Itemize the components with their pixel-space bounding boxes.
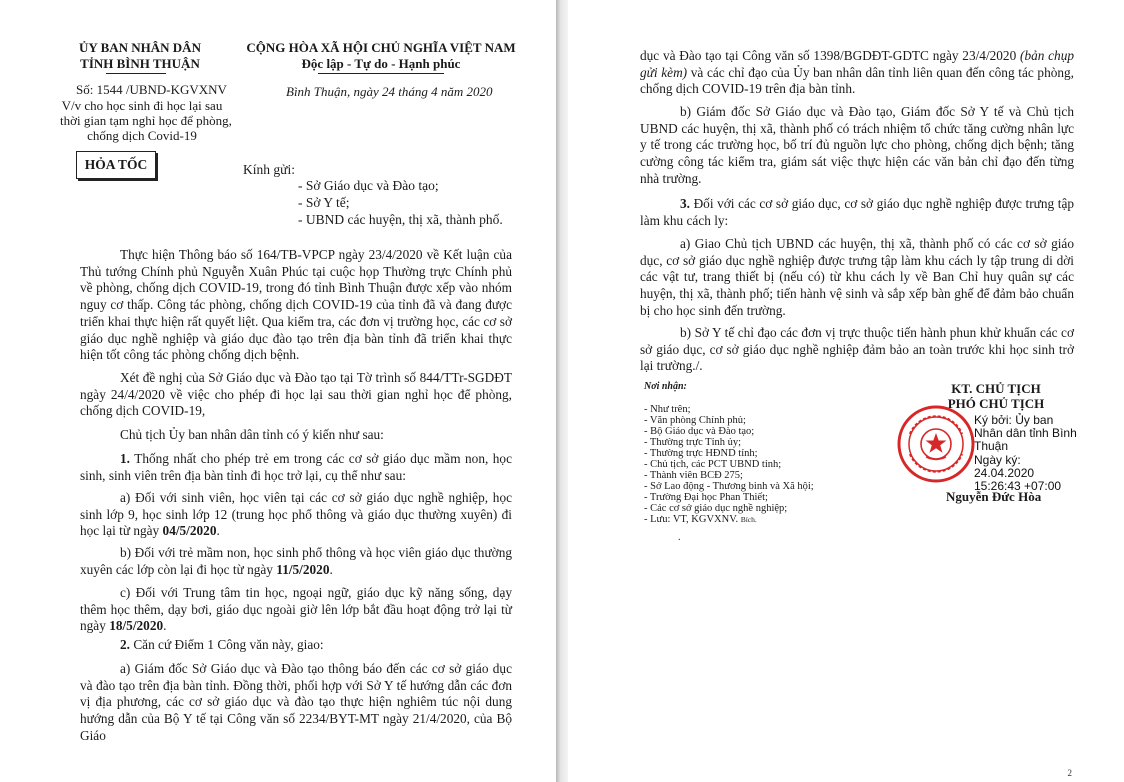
subject-line3: chống dịch Covid-19: [87, 128, 197, 143]
subject-line2: thời gian tạm nghỉ học để phòng,: [60, 113, 232, 128]
issuer-name-line1: ỦY BAN NHÂN DÂN: [79, 40, 201, 55]
section-2b: b) Giám đốc Sở Giáo dục và Đào tạo, Giám đốc Sở Y tế và Chủ tịch UBND các huyện, thị xã, thành phố có trách nhiệm tổ chức tăng cường nhân lực y tế trong các trường học, bố trí đủ nguồn lực cho phòng, chống dịch bệnh; tăng cường công tác kiểm tra, giám sát việc thực hiện các văn bản chỉ đạo đến từng nhà trường.: [640, 104, 1074, 186]
section-1c-date: 18/5/2020: [109, 618, 164, 634]
issuer-underline: [106, 73, 166, 74]
section-1b-text: b) Đối với trẻ mầm non, học sinh phổ thông và học viên giáo dục thường xuyên các lớp còn lại đi học từ ngày: [80, 545, 512, 577]
cc-item: - Chủ tịch, các PCT UBND tỉnh;: [644, 459, 782, 470]
cc-item: - Trường Đại học Phan Thiết;: [644, 492, 768, 503]
section-2a-cont-text: dục và Đào tạo tại Công văn số 1398/BGDĐT-GDTC ngày 23/4/2020: [640, 48, 1021, 63]
cc-item: - Thành viên BCĐ 275;: [644, 470, 743, 481]
section-3: [640, 196, 1074, 229]
section-3-number: 3.: [680, 196, 690, 211]
recipients-heading: Nơi nhận:: [644, 381, 687, 392]
signer-role: KT. CHỦ TỊCH: [951, 381, 1041, 396]
motto-underline: [318, 73, 444, 74]
cc-item: - Thường trực Tỉnh ủy;: [644, 437, 742, 448]
cc-item: - Văn phòng Chính phủ;: [644, 415, 746, 426]
cc-item: - Thường trực HĐND tỉnh;: [644, 448, 758, 459]
page-gutter: [556, 0, 568, 782]
cc-item: - Như trên;: [644, 404, 691, 415]
seal-lettering-top: [910, 416, 962, 434]
recipient-2: - Sở Y tế;: [298, 195, 350, 210]
page-number: 2: [1067, 768, 1072, 778]
signed-by-line3: Thuận: [974, 439, 1009, 454]
paragraph-opinion: Chủ tịch Ủy ban nhân dân tỉnh có ý kiến như sau:: [120, 427, 384, 442]
section-3-body: Đối với các cơ sở giáo dục, cơ sở giáo dục nghề nghiệp được trưng tập làm khu cách ly:: [640, 196, 1074, 228]
national-title: CỘNG HÒA XÃ HỘI CHỦ NGHĨA VIỆT NAM: [246, 40, 516, 55]
section-1b-date: 11/5/2020: [276, 561, 330, 577]
section-2a-cont-italic: (bản chụp gửi kèm): [640, 48, 1075, 80]
document-number: Số: 1544 /UBND-KGVXNV: [76, 82, 227, 97]
section-2a: a) Giám đốc Sở Giáo dục và Đào tạo thông báo đến các cơ sở giáo dục và đào tạo trên địa bàn tỉnh. Đồng thời, phối hợp với Sở Y tế hướng dẫn các đơn vị địa phương, các cơ sở giáo dục và đào tạo thực hiện nghiêm túc nội dung hướng dẫn của Bộ Y tế tại Công văn số 2234/BYT-MT ngày 21/4/2020, của Bộ Giáo: [80, 661, 512, 743]
cc-item: - Lưu: VT, KGVXNV. Bích.: [644, 514, 757, 525]
seal-star-icon: [926, 433, 947, 453]
section-2-body: Căn cứ Điểm 1 Công văn này, giao:: [133, 637, 324, 652]
section-1c-text: c) Đối với Trung tâm tin học, ngoại ngữ, giáo dục kỹ năng sống, dạy thêm học thêm, dạy bơi, giáo dục ngoài giờ lên lớp bắt đầu hoạt động trở lại từ ngày: [80, 585, 512, 634]
seal-lettering-bottom: [910, 454, 962, 472]
signed-date: 24.04.2020: [974, 465, 1035, 480]
signed-date-label: Ngày ký:: [974, 452, 1021, 467]
section-1-text: [80, 451, 512, 484]
section-2a-cont-tail: và các chỉ đạo của Ủy ban nhân dân tỉnh liên quan đến công tác phòng, chống dịch COVID-19 trên địa bàn tỉnh.: [640, 64, 1074, 97]
signed-time: 15:26:43 +07:00: [974, 479, 1062, 494]
paragraph-intro: Thực hiện Thông báo số 164/TB-VPCP ngày 23/4/2020 về Kết luận của Thủ tướng Chính phủ Nguyễn Xuân Phúc tại cuộc họp Thường trực Chính phủ về phòng, chống dịch COVID-19, trong đó tỉnh Bình Thuận được xếp vào nhóm nguy cơ thấp. Công tác phòng, chống dịch COVID-19 của tỉnh đã và đang được triển khai thực hiện rất quyết liệt. Qua kiểm tra, các đơn vị trường học, các cơ sở giáo dục nghề nghiệp và giáo dục đào tạo trên địa bàn tỉnh đã triển khai thực hiện tốt công tác phòng chống dịch bệnh.: [80, 247, 512, 363]
cc-item: - Bộ Giáo dục và Đào tạo;: [644, 426, 755, 437]
section-1a-text: a) Đối với sinh viên, học viên tại các cơ sở giáo dục nghề nghiệp, học sinh lớp 9, học sinh lớp 12 (trung học phổ thông và giáo dục thường xuyên) đi học lại từ ngày: [80, 490, 512, 539]
signer-title: PHÓ CHỦ TỊCH: [947, 396, 1045, 411]
cc-item: - Sở Lao động - Thương binh và Xã hội;: [644, 481, 814, 492]
national-motto: Độc lập - Tự do - Hạnh phúc: [301, 56, 461, 71]
page-2: [568, 0, 1124, 782]
section-1a-date: 04/5/2020: [162, 523, 217, 539]
urgent-stamp: HỎA TỐC: [76, 151, 156, 179]
signer-name: Nguyễn Đức Hòa: [946, 489, 1042, 504]
section-1b: b) Đối với trẻ mầm non, học sinh phổ thông và học viên giáo dục thường xuyên các lớp còn lại đi học từ ngày 11/5/2020.: [80, 545, 512, 577]
stray-dot: .: [678, 532, 681, 543]
section-3a: a) Giao Chủ tịch UBND các huyện, thị xã, thành phố có các cơ sở giáo dục, cơ sở giáo dục nghề nghiệp được trưng tập làm khu cách ly tập trung di dời các vật tư, trang thiết bị (nếu có) từ khu cách ly về Ban Chỉ huy quân sự các huyện, thị xã, thành phố; tiến hành vệ sinh và sắp xếp bàn ghế để đảm bảo chuẩn bị cho học sinh đến trường.: [640, 236, 1074, 318]
digital-signature-info: [974, 414, 1077, 493]
salutation: Kính gửi:: [243, 162, 295, 177]
cc-item: - Các cơ sở giáo dục nghề nghiệp;: [644, 503, 788, 514]
recipient-3: - UBND các huyện, thị xã, thành phố.: [298, 212, 503, 227]
subject-line1: V/v cho học sinh đi học lại sau: [61, 98, 223, 113]
section-1-body: Thống nhất cho phép trẻ em trong các cơ sở giáo dục mầm non, học sinh, sinh viên trên địa bàn tỉnh đi học trở lại, cụ thể như sau:: [80, 451, 512, 483]
document-date: Bình Thuận, ngày 24 tháng 4 năm 2020: [286, 84, 493, 99]
recipient-1: - Sở Giáo dục và Đào tạo;: [298, 178, 439, 193]
section-2: [80, 637, 512, 654]
official-seal-stamp: [896, 404, 976, 484]
section-1-number: 1.: [120, 451, 130, 466]
cc-initials: Bích.: [740, 515, 757, 524]
section-2-number: 2.: [120, 637, 130, 652]
signed-by-line2: Nhân dân tỉnh Bình: [974, 426, 1077, 441]
section-2a-continued: [640, 48, 1074, 98]
signed-by-line1: Ký bởi: Ủy ban: [974, 413, 1054, 427]
issuer-name-line2: TỈNH BÌNH THUẬN: [80, 56, 200, 71]
section-1c: c) Đối với Trung tâm tin học, ngoại ngữ, giáo dục kỹ năng sống, dạy thêm học thêm, dạy bơi, giáo dục ngoài giờ lên lớp bắt đầu hoạt động trở lại từ ngày 18/5/2020.: [80, 585, 512, 634]
page-1: [0, 0, 556, 782]
paragraph-proposal: Xét đề nghị của Sở Giáo dục và Đào tạo tại Tờ trình số 844/TTr-SGDĐT ngày 24/4/2020 về việc cho phép đi học lại sau thời gian nghỉ học để phòng, chống dịch COVID-19,: [80, 370, 512, 419]
section-3b: b) Sở Y tế chỉ đạo các đơn vị trực thuộc tiến hành phun khử khuẩn các cơ sở giáo dục, cơ sở giáo dục nghề nghiệp đảm bảo an toàn trước khi học sinh trở lại trường./.: [640, 325, 1074, 374]
section-1a: a) Đối với sinh viên, học viên tại các cơ sở giáo dục nghề nghiệp, học sinh lớp 9, học sinh lớp 12 (trung học phổ thông và giáo dục thường xuyên) đi học lại từ ngày 04/5/2020.: [80, 490, 512, 539]
